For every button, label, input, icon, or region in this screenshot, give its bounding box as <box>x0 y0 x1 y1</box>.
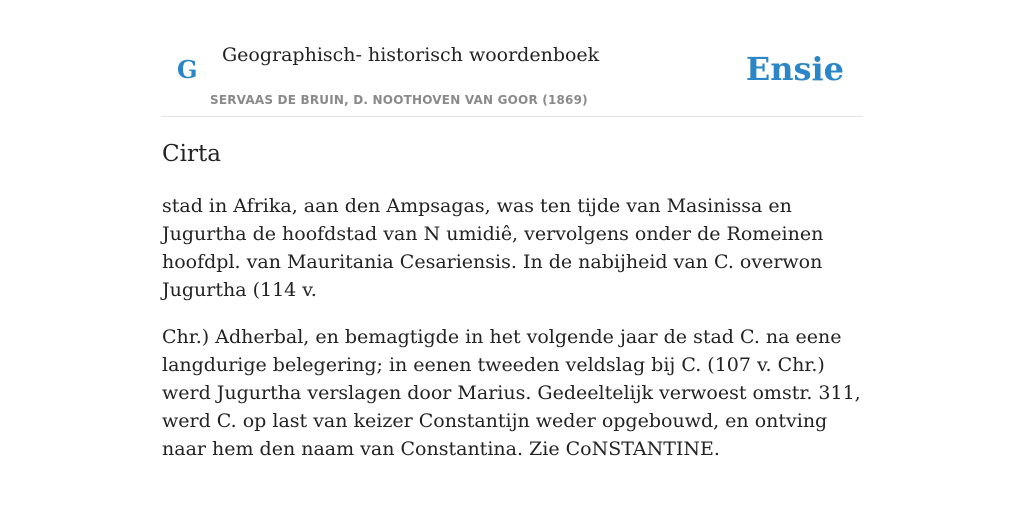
entry-title: Cirta <box>162 141 221 167</box>
dictionary-logo[interactable]: G <box>177 55 198 84</box>
entry-content <box>162 138 862 463</box>
book-authors: SERVAAS DE BRUIN, D. NOOTHOVEN VAN GOOR (1869) <box>210 93 588 107</box>
header <box>162 0 862 117</box>
entry-paragraph: stad in Afrika, aan den Ampsagas, was ten tijde van Masinissa en Jugurtha de hoofdstad van N umidiê, vervolgens onder de Romeinen hoofdpl. van Mauritania Cesariensis. In de nabijheid van C. overwon Jugurtha (114 v. <box>162 195 824 301</box>
book-title-link[interactable]: Geographisch- historisch woordenboek <box>222 44 600 66</box>
ensie-brand-link[interactable]: Ensie <box>745 50 844 88</box>
entry-paragraph: Chr.) Adherbal, en bemagtigde in het volgende jaar de stad C. na eene langdurige belegering; in eenen tweeden veldslag bij C. (107 v. Chr.) werd Jugurtha verslagen door Marius. Gedeeltelijk verwoest omstr. 311, werd C. op last van keizer Constantijn weder opgebouwd, en ontving naar hem den naam van Constantina. Zie CoNSTANTINE. <box>162 326 861 460</box>
